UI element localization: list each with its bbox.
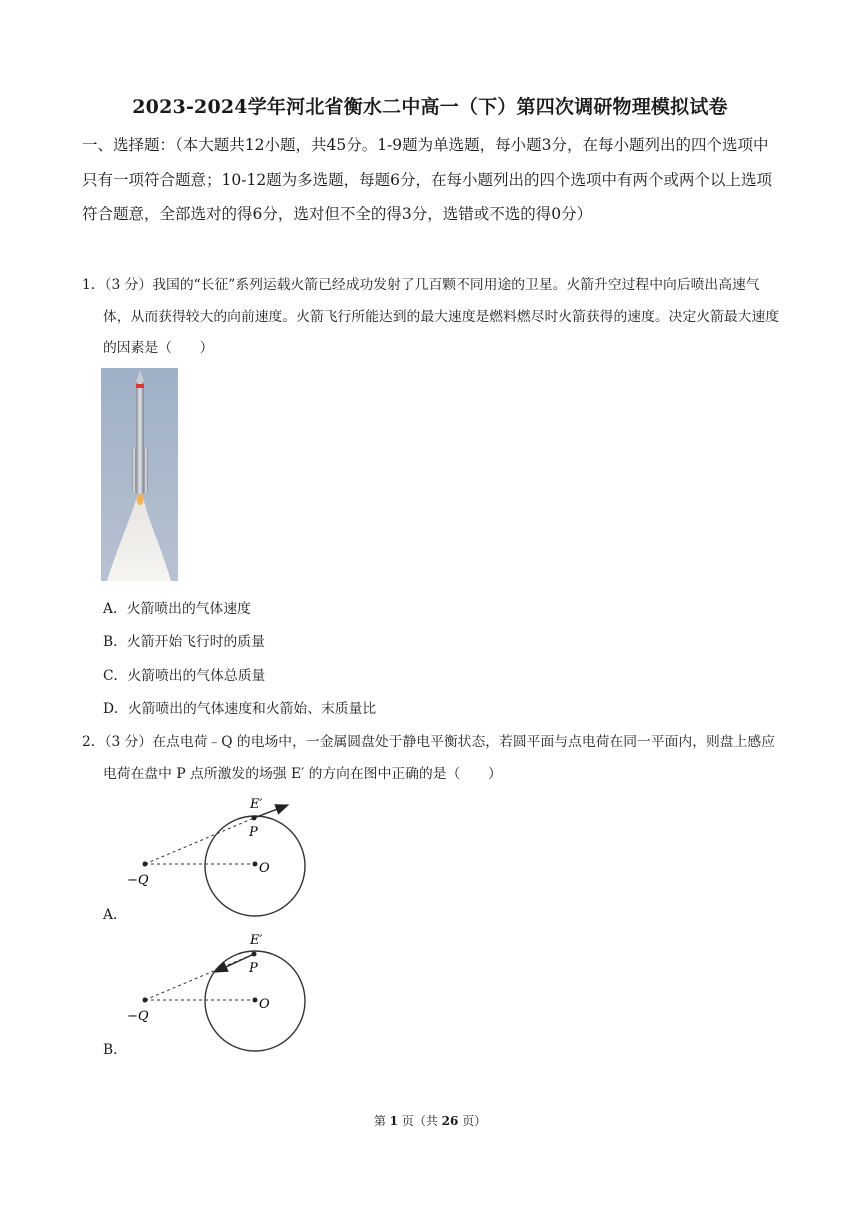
option-b: B．火箭开始飞行时的质量 (103, 634, 265, 650)
charge-point (143, 998, 148, 1003)
e-label: E′ (250, 933, 263, 948)
page-title: 2023-2024学年河北省衡水二中高一（下）第四次调研物理模拟试卷 (132, 96, 728, 118)
question-1 (82, 270, 782, 365)
question-2-text: 2．（3 分）在点电荷﹣Q 的电场中，一金属圆盘处于静电平衡状态，若圆平面与点电荷在同一平面内，则盘上感应电荷在盘中 P 点所激发的场强 E′ 的方向在图中正确的是（ ） (82, 734, 775, 782)
footer-suffix: 页） (458, 1114, 487, 1128)
section-header: 一、选择题：（本大题共12小题，共45分。1-9题为单选题，每小题3分，在每小题列出的四个选项中只有一项符合题意；10-12题为多选题，每题6分，在每小题列出的四个选项中有两个或两个以上选项符合题意，全部选对的得6分，选对但不全的得3分，选错或不选的得0分） (82, 136, 773, 223)
p-label: P (249, 961, 258, 976)
rocket-launch-image (101, 368, 178, 581)
figure-b-label: B． (103, 1042, 127, 1058)
e-label: E′ (250, 797, 263, 812)
question-1-text: 1．（3 分）我国的“长征”系列运载火箭已经成功发射了几百颗不同用途的卫星。火箭升空过程中向后喷出高速气体，从而获得较大的向前速度。火箭飞行所能达到的最大速度是燃料燃尽时火箭获得的速度。决定火箭最大速度的因素是（ ） (82, 277, 780, 356)
page-footer (0, 1112, 860, 1129)
q-label: −Q (127, 873, 149, 888)
option-c: C．火箭喷出的气体总质量 (103, 668, 266, 684)
footer-middle: 页（共 (398, 1114, 442, 1128)
field-diagram-a (122, 792, 322, 917)
center-point (253, 862, 258, 867)
charge-point (143, 862, 148, 867)
center-point (253, 998, 258, 1003)
p-point (252, 952, 257, 957)
field-diagram-b (122, 928, 322, 1056)
p-label: P (249, 825, 258, 840)
footer-page-number: 1 (389, 1114, 398, 1128)
o-label: O (259, 997, 270, 1012)
footer-total-pages: 26 (441, 1114, 459, 1128)
question-2 (82, 727, 782, 790)
option-a: A．火箭喷出的气体速度 (103, 601, 251, 617)
q-label: −Q (127, 1009, 149, 1024)
footer-prefix: 第 (373, 1114, 390, 1128)
p-point (252, 816, 257, 821)
figure-a-label: A． (103, 907, 127, 923)
o-label: O (259, 861, 270, 876)
option-d: D．火箭喷出的气体速度和火箭始、末质量比 (103, 701, 377, 717)
